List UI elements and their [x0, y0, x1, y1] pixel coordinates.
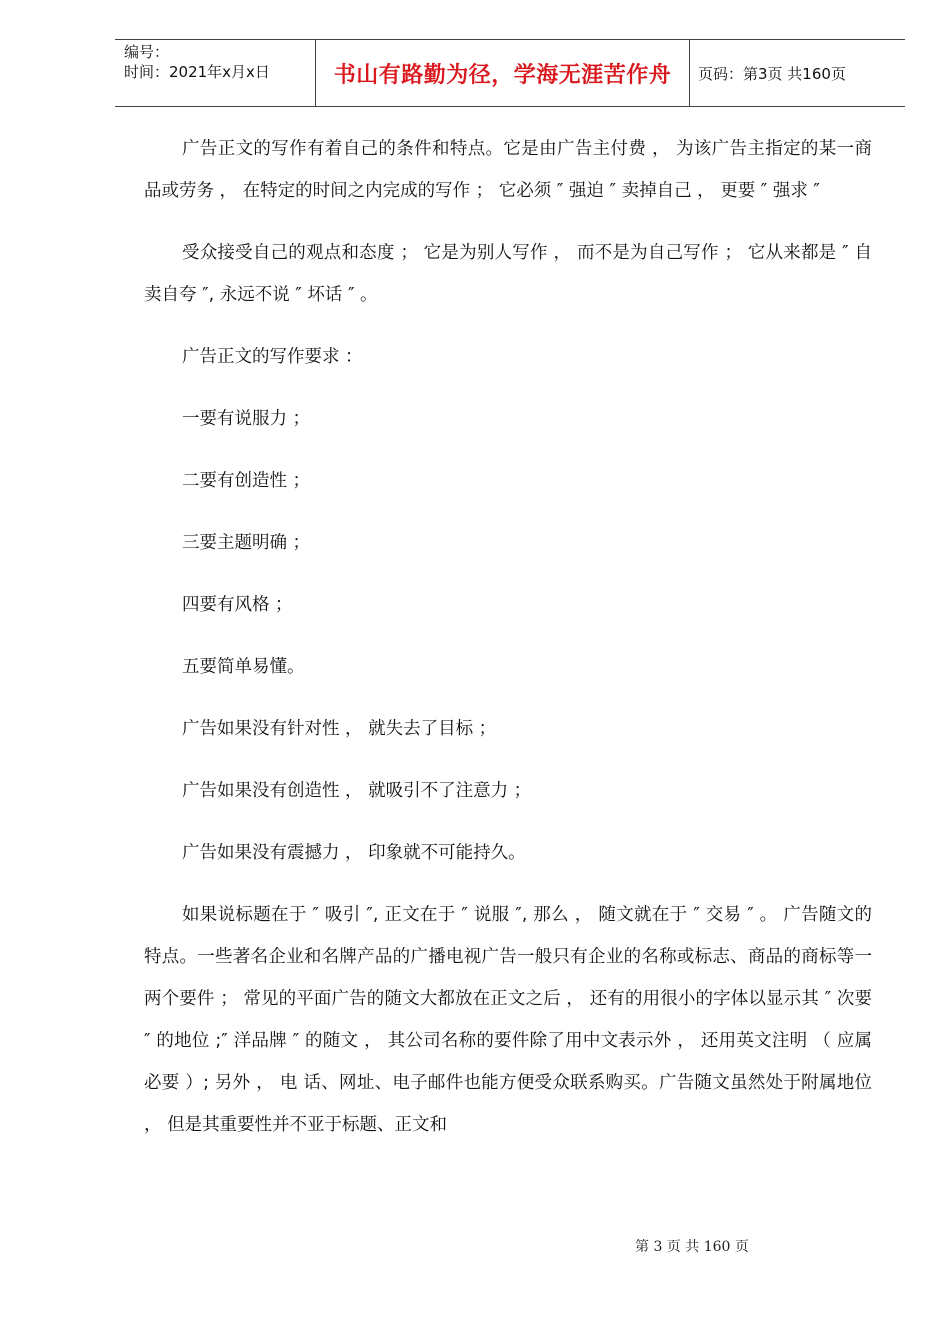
header-slogan: 书山有路勤为径，学海无涯苦作舟: [316, 40, 690, 106]
list-item: 四要有风格 ；: [182, 595, 293, 615]
paragraph: 广告正文的写作要求 ：: [182, 347, 363, 367]
list-item: 一要有说服力 ；: [182, 409, 311, 429]
document-body: [144, 128, 872, 1146]
paragraph: 广告如果没有震撼力 ， 印象就不可能持久。: [182, 843, 526, 863]
paragraph: 如果说标题在于 ″ 吸引 ″, 正文在于 ″ 说服 ″, 那么 ， 随文就在于 ″ 交易 ″ 。 广告随文的特点。一些著名企业和名牌产品的广播电视广告一般只有企业的名称或标志、商品的商标等一两个要件 ； 常见的平面广告的随文大都放在正文之后 ， 还有的用很小的字体以显示其 ″ 次要 ″ 的地位 ;″ 洋品牌 ″ 的随文 ， 其公司名称的要件除了用中文表示外 ， 还用英文注明 （ 应属必要 ）; 另外 ， 电 话、网址、电子邮件也能方便受众联系购买。广告随文虽然处于附属地位 ， 但是其重要性并不亚于标题、正文和: [144, 905, 872, 1135]
header-meta: [115, 40, 316, 106]
document-number-label: 编号：: [124, 43, 170, 61]
page-footer: 第 3 页 共 160 页: [635, 1239, 749, 1255]
paragraph: 广告正文的写作有着自己的条件和特点。它是由广告主付费 ， 为该广告主指定的某一商品或劳务 ， 在特定的时间之内完成的写作 ； 它必须 ″ 强迫 ″ 卖掉自己 ， 更要 ″ 强求 ″: [144, 139, 872, 201]
paragraph: 受众接受自己的观点和态度 ； 它是为别人写作 ， 而不是为自己写作 ； 它从来都是 ″ 自卖自夸 ″, 永远不说 ″ 坏话 ″ 。: [144, 243, 872, 305]
list-item: 三要主题明确 ；: [182, 533, 311, 553]
list-item: 二要有创造性 ；: [182, 471, 311, 491]
list-item: 五要简单易懂。: [182, 657, 305, 677]
paragraph: 广告如果没有针对性 ， 就失去了目标 ；: [182, 719, 497, 739]
document-time-label: 时间：2021年x月x日: [124, 63, 270, 81]
header-table: [115, 39, 905, 107]
header-page-info: 页码：第3页 共160页: [698, 64, 846, 83]
paragraph: 广告如果没有创造性 ， 就吸引不了注意力 ；: [182, 781, 532, 801]
